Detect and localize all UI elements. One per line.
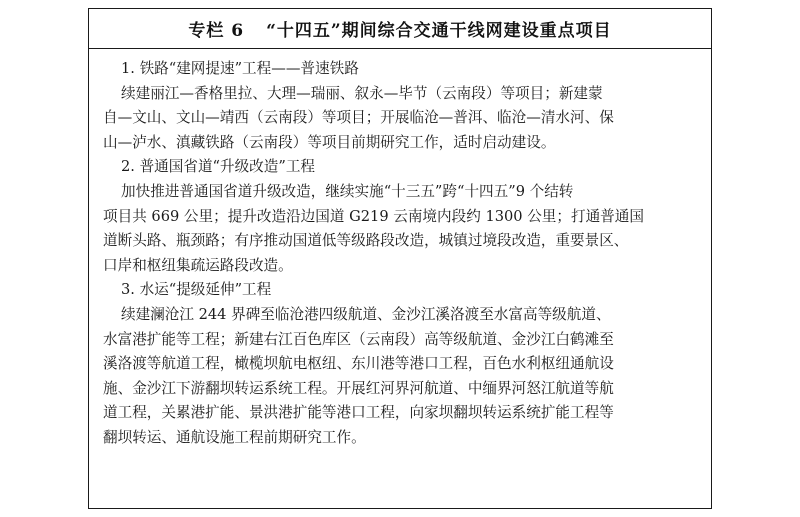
section-heading: 3. 水运“提级延伸”工程 <box>121 281 272 299</box>
paragraph-line: 续建澜沧江 244 界碑至临沧港四级航道、金沙江溪洛渡至水富高等级航道、 <box>121 305 611 323</box>
paragraph-line: 项目共 669 公里；提升改造沿边国道 G219 云南境内段约 1300 公里；打通普通国 <box>103 207 644 225</box>
paragraph-line: 水富港扩能等工程；新建右江百色库区（云南段）高等级航道、金沙江白鹤滩至 <box>103 330 614 348</box>
paragraph-line: 翻坝转运、通航设施工程前期研究工作。 <box>103 428 366 446</box>
paragraph-line: 续建丽江—香格里拉、大理—瑞丽、叙永—毕节（云南段）等项目；新建蒙 <box>121 84 603 102</box>
section-highway <box>103 155 701 278</box>
section-waterway <box>103 278 701 450</box>
paragraph-line: 加快推进普通国省道升级改造，继续实施“十三五”跨“十四五”9 个结转 <box>121 182 574 200</box>
section-heading: 2. 普通国省道“升级改造”工程 <box>121 158 316 176</box>
paragraph-line: 施、金沙江下游翻坝转运系统工程。开展红河界河航道、中缅界河怒江航道等航 <box>103 379 614 397</box>
section-railway <box>103 57 701 155</box>
section-paragraph <box>103 82 701 156</box>
box-content <box>89 49 711 451</box>
paragraph-line: 自—文山、文山—靖西（云南段）等项目；开展临沧—普洱、临沧—清水河、保 <box>103 109 614 127</box>
feature-box <box>88 8 712 509</box>
paragraph-line: 道工程，关累港扩能、景洪港扩能等港口工程，向家坝翻坝转运系统扩能工程等 <box>103 404 614 422</box>
paragraph-line: 山—泸水、滇藏铁路（云南段）等项目前期研究工作，适时启动建设。 <box>103 133 556 151</box>
box-label: 专栏 6 <box>188 21 245 41</box>
box-header <box>89 9 711 49</box>
box-title: “十四五”期间综合交通干线网建设重点项目 <box>266 21 612 41</box>
paragraph-line: 口岸和枢纽集疏运路段改造。 <box>103 256 293 274</box>
section-heading: 1. 铁路“建网提速”工程——普速铁路 <box>121 60 359 77</box>
section-paragraph <box>103 303 701 451</box>
paragraph-line: 溪洛渡等航道工程，橄榄坝航电枢纽、东川港等港口工程，百色水利枢纽通航设 <box>103 355 614 373</box>
section-paragraph <box>103 180 701 278</box>
paragraph-line: 道断头路、瓶颈路；有序推动国道低等级路段改造，城镇过境段改造，重要景区、 <box>103 232 629 250</box>
